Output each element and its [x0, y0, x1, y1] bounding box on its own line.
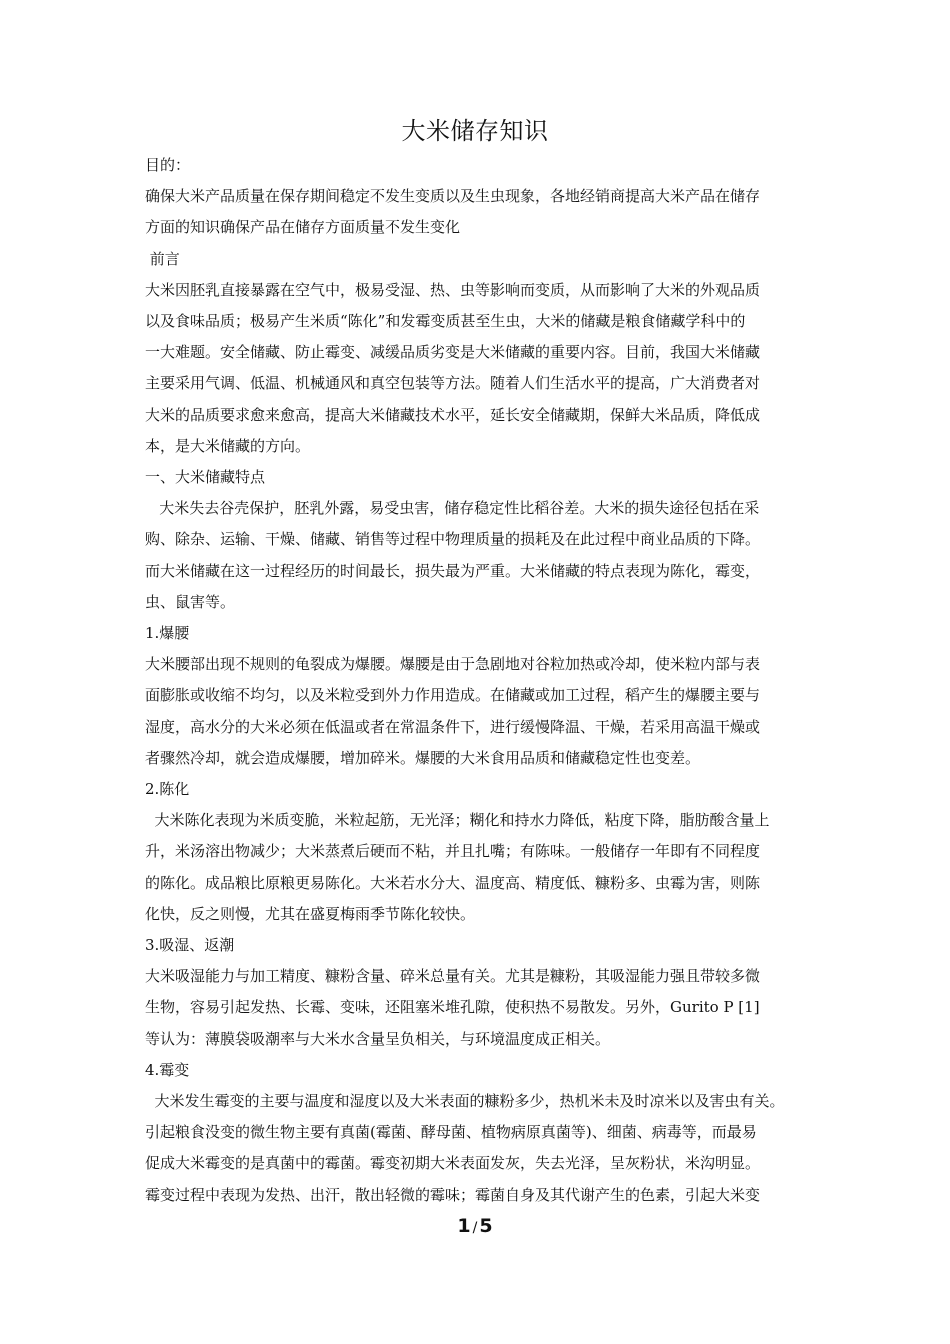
page-number: [0, 1213, 950, 1241]
body-line: 4.霉变: [145, 1060, 190, 1079]
body-line: 目的：: [145, 156, 191, 174]
body-line: 大米腰部出现不规则的龟裂成为爆腰。爆腰是由于急剧地对谷粒加热或冷却，使米粒内部与表: [145, 655, 761, 674]
page-separator: /: [472, 1220, 478, 1236]
body-line: 的陈化。成品粮比原粮更易陈化。大米若水分大、温度高、精度低、糠粉多、虫霉为害，则陈: [145, 873, 761, 892]
body-line: 大米发生霉变的主要与温度和湿度以及大米表面的糠粉多少，热机米未及时凉米以及害虫有关。: [145, 1092, 785, 1110]
body-line: 购、除杂、运输、干燥、储藏、销售等过程中物理质量的损耗及在此过程中商业品质的下降。: [145, 530, 761, 549]
body-line: 者骤然冷却，就会造成爆腰，增加碎米。爆腰的大米食用品质和储藏稳定性也变差。: [145, 748, 701, 767]
body-line: 引起粮食没变的微生物主要有真菌(霉菌、酵母菌、植物病原真菌等)、细菌、病毒等，而最易: [145, 1123, 757, 1142]
body-line: 湿度，高水分的大米必须在低温或者在常温条件下，进行缓慢降温、干燥，若采用高温干燥或: [145, 717, 761, 736]
body-line: 面膨胀或收缩不均匀，以及米粒受到外力作用造成。在储藏或加工过程，稻产生的爆腰主要与: [145, 686, 761, 705]
body-line: 虫、鼠害等。: [145, 592, 236, 611]
body-line: 以及食味品质；极易产生米质“陈化”和发霉变质甚至生虫，大米的储藏是粮食储藏学科中的: [145, 312, 746, 330]
body-line: 1.爆腰: [145, 624, 190, 642]
body-line: 大米失去谷壳保护，胚乳外露，易受虫害，储存稳定性比稻谷差。大米的损失途径包括在采: [145, 499, 760, 518]
body-line: 等认为：薄膜袋吸潮率与大米水含量呈负相关，与环境温度成正相关。: [145, 1029, 611, 1048]
body-line: 2.陈化: [145, 780, 190, 798]
current-page-number: 1: [457, 1215, 471, 1237]
body-line: 3.吸湿、返潮: [145, 936, 235, 954]
body-line: 确保大米产品质量在保存期间稳定不发生变质以及生虫现象，各地经销商提高大米产品在储存: [145, 187, 761, 206]
body-line: 促成大米霉变的是真菌中的霉菌。霉变初期大米表面发灰，失去光泽，呈灰粉状，米沟明显。: [145, 1154, 761, 1173]
body-line: 方面的知识确保产品在储存方面质量不发生变化: [145, 218, 461, 237]
body-line: 大米陈化表现为米质变脆，米粒起筋，无光泽；糊化和持水力降低，粘度下降，脂肪酸含量上: [145, 811, 770, 830]
document-title: 大米储存知识: [401, 117, 549, 145]
body-line: 生物，容易引起发热、长霉、变味，还阻塞米堆孔隙，使积热不易散发。另外，Gurito P [1]: [145, 998, 760, 1017]
body-line: 霉变过程中表现为发热、出汗，散出轻微的霉味；霉菌自身及其代谢产生的色素，引起大米变: [145, 1185, 761, 1204]
body-line: 化快，反之则慢，尤其在盛夏梅雨季节陈化较快。: [145, 904, 476, 923]
body-line: 大米因胚乳直接暴露在空气中，极易受湿、热、虫等影响而变质，从而影响了大米的外观品质: [145, 280, 761, 299]
body-line: 主要采用气调、低温、机械通风和真空包装等方法。随着人们生活水平的提高，广大消费者对: [145, 374, 761, 393]
body-line: 本，是大米储藏的方向。: [145, 436, 311, 455]
body-line: 一、大米储藏特点: [145, 468, 266, 486]
body-line: 大米吸湿能力与加工精度、糠粉含量、碎米总量有关。尤其是糠粉，其吸湿能力强且带较多微: [145, 967, 761, 986]
body-line: 升，米汤溶出物减少；大米蒸煮后硬而不粘，并且扎嘴；有陈味。一般储存一年即有不同程度: [145, 842, 761, 861]
body-line: 一大难题。安全储藏、防止霉变、减缓品质劣变是大米储藏的重要内容。目前，我国大米储藏: [145, 343, 761, 362]
body-line: 而大米储藏在这一过程经历的时间最长，损失最为严重。大米储藏的特点表现为陈化，霉变，: [145, 561, 761, 580]
body-line: 大米的品质要求愈来愈高，提高大米储藏技术水平，延长安全储藏期，保鲜大米品质，降低成: [145, 405, 761, 424]
total-pages-number: 5: [479, 1215, 493, 1237]
body-line: 前言: [145, 249, 180, 268]
